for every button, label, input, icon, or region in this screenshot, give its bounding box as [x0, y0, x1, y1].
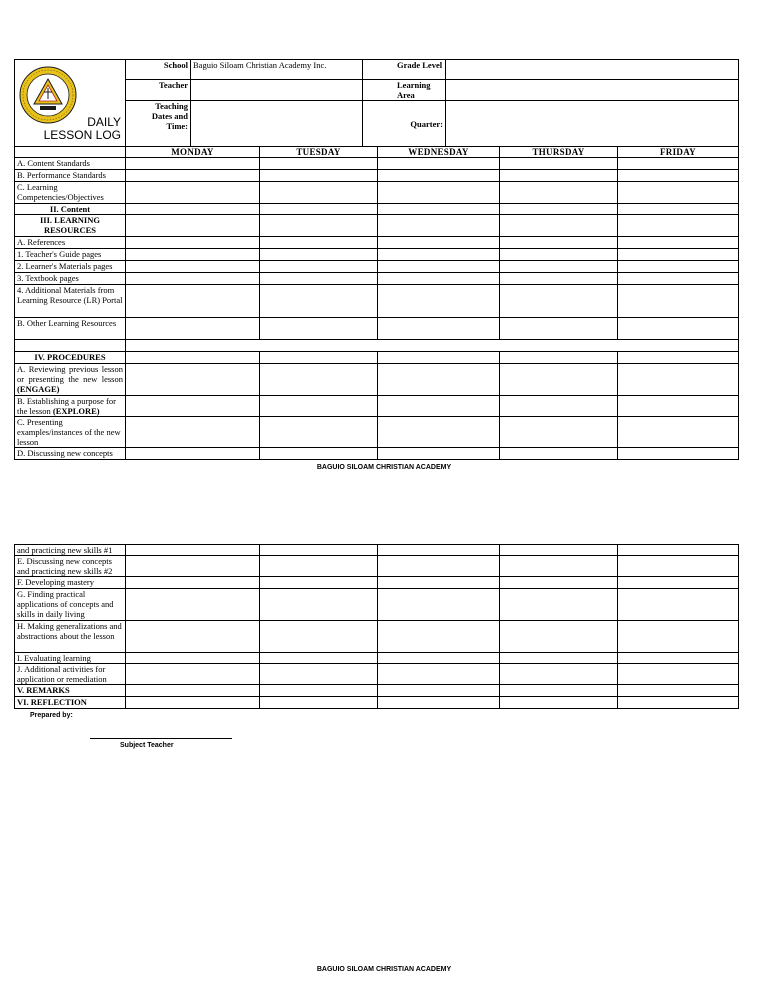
- cell-monday[interactable]: [126, 261, 260, 273]
- row-label: VI. REFLECTION: [15, 697, 126, 709]
- cell-wednesday[interactable]: [378, 396, 500, 417]
- cell-monday[interactable]: [126, 237, 260, 249]
- row-label: 2. Learner's Materials pages: [15, 261, 126, 273]
- cell-wednesday[interactable]: [378, 170, 500, 182]
- cell-tuesday[interactable]: [260, 545, 378, 556]
- cell-wednesday[interactable]: [378, 204, 500, 215]
- cell-friday[interactable]: [618, 352, 739, 364]
- cell-monday[interactable]: [126, 448, 260, 460]
- cell-monday[interactable]: [126, 318, 260, 340]
- prepared-by-label: Prepared by:: [30, 712, 73, 719]
- day-header-wednesday: WEDNESDAY: [378, 147, 500, 158]
- cell-wednesday[interactable]: [378, 697, 500, 709]
- cell-monday[interactable]: [126, 352, 260, 364]
- cell-tuesday[interactable]: [260, 182, 378, 204]
- table-row: [15, 170, 739, 182]
- cell-tuesday[interactable]: [260, 664, 378, 685]
- cell-wednesday[interactable]: [378, 261, 500, 273]
- table-row: [15, 448, 739, 460]
- row-label: E. Discussing new concepts and practicing new skills #2: [15, 556, 126, 577]
- cell-monday[interactable]: [126, 556, 260, 577]
- table-row: [15, 545, 739, 556]
- lesson-log-table-page1: [14, 146, 739, 460]
- cell-tuesday[interactable]: [260, 417, 378, 448]
- cell-thursday[interactable]: [500, 653, 618, 664]
- cell-friday[interactable]: [618, 285, 739, 318]
- table-row: [15, 685, 739, 697]
- cell-wednesday[interactable]: [378, 577, 500, 589]
- row-label: C. Learning Competencies/Objectives: [15, 182, 126, 204]
- row-label: II. Content: [15, 204, 126, 215]
- cell-friday[interactable]: [618, 215, 739, 237]
- cell-friday[interactable]: [618, 417, 739, 448]
- cell-wednesday[interactable]: [378, 215, 500, 237]
- cell-wednesday[interactable]: [378, 685, 500, 697]
- cell-monday[interactable]: [126, 589, 260, 621]
- cell-wednesday[interactable]: [378, 249, 500, 261]
- row-label: [15, 340, 126, 352]
- cell-monday[interactable]: [126, 545, 260, 556]
- cell-wednesday[interactable]: [378, 182, 500, 204]
- cell-monday[interactable]: [126, 158, 260, 170]
- table-row: [15, 653, 739, 664]
- cell-monday[interactable]: [126, 215, 260, 237]
- cell-monday[interactable]: [126, 577, 260, 589]
- cell-wednesday[interactable]: [378, 621, 500, 653]
- grade-level-value[interactable]: [446, 60, 739, 80]
- row-label: 3. Textbook pages: [15, 273, 126, 285]
- row-label: B. Establishing a purpose for the lesson (EXPLORE): [15, 396, 126, 417]
- day-header-friday: FRIDAY: [618, 147, 739, 158]
- table-row: [15, 364, 739, 396]
- table-row: [15, 417, 739, 448]
- row-label: G. Finding practical applications of concepts and skills in daily living: [15, 589, 126, 621]
- table-row: [15, 621, 739, 653]
- table-row: [15, 556, 739, 577]
- table-row: [15, 352, 739, 364]
- cell-friday[interactable]: [618, 249, 739, 261]
- cell-wednesday[interactable]: [378, 352, 500, 364]
- lesson-log-table-page2: [14, 544, 739, 709]
- cell-friday[interactable]: [618, 396, 739, 417]
- cell-wednesday[interactable]: [378, 237, 500, 249]
- cell-friday[interactable]: [618, 589, 739, 621]
- cell-thursday[interactable]: [500, 249, 618, 261]
- cell-tuesday[interactable]: [260, 273, 378, 285]
- cell-friday[interactable]: [618, 237, 739, 249]
- cell-tuesday[interactable]: [260, 318, 378, 340]
- subject-teacher-label: Subject Teacher: [120, 742, 174, 749]
- cell-friday[interactable]: [618, 273, 739, 285]
- row-label: I. Evaluating learning: [15, 653, 126, 664]
- cell-tuesday[interactable]: [260, 697, 378, 709]
- cell-wednesday[interactable]: [378, 158, 500, 170]
- logo-title-cell: [15, 60, 126, 147]
- row-label: F. Developing mastery: [15, 577, 126, 589]
- teacher-value[interactable]: [191, 80, 363, 101]
- cell-monday[interactable]: [126, 273, 260, 285]
- cell-thursday[interactable]: [500, 285, 618, 318]
- cell-thursday[interactable]: [500, 318, 618, 340]
- cell-wednesday[interactable]: [378, 589, 500, 621]
- cell-friday[interactable]: [618, 621, 739, 653]
- cell-thursday[interactable]: [500, 417, 618, 448]
- cell-tuesday[interactable]: [260, 685, 378, 697]
- cell-tuesday[interactable]: [260, 204, 378, 215]
- day-header-monday: MONDAY: [126, 147, 260, 158]
- row-label: C. Presenting examples/instances of the new lesson: [15, 417, 126, 448]
- cell-tuesday[interactable]: [260, 653, 378, 664]
- table-row: [15, 285, 739, 318]
- cell-friday[interactable]: [618, 545, 739, 556]
- table-row: [15, 340, 739, 352]
- table-row: [15, 158, 739, 170]
- cell-monday[interactable]: [126, 182, 260, 204]
- day-header-blank: [15, 147, 126, 158]
- table-row: [15, 589, 739, 621]
- cell-thursday[interactable]: [500, 697, 618, 709]
- cell-friday[interactable]: [618, 261, 739, 273]
- table-row: [15, 697, 739, 709]
- cell-thursday[interactable]: [500, 273, 618, 285]
- row-label: A. Content Standards: [15, 158, 126, 170]
- cell-thursday[interactable]: [500, 448, 618, 460]
- cell-thursday[interactable]: [500, 215, 618, 237]
- row-label: IV. PROCEDURES: [15, 352, 126, 364]
- teaching-dates-value[interactable]: [191, 101, 363, 147]
- cell-wednesday[interactable]: [378, 364, 500, 396]
- teacher-label: Teacher: [126, 80, 191, 101]
- quarter-value[interactable]: [446, 101, 739, 147]
- merged-cell[interactable]: [126, 340, 739, 352]
- row-label: A. Reviewing previous lesson or presenting the new lesson (ENGAGE): [15, 364, 126, 396]
- cell-tuesday[interactable]: [260, 448, 378, 460]
- cell-friday[interactable]: [618, 653, 739, 664]
- cell-monday[interactable]: [126, 697, 260, 709]
- cell-tuesday[interactable]: [260, 237, 378, 249]
- document-title: DAILY LESSON LOG: [43, 115, 121, 142]
- school-value[interactable]: Baguio Siloam Christian Academy Inc.: [191, 60, 363, 80]
- cell-monday[interactable]: [126, 285, 260, 318]
- cell-thursday[interactable]: [500, 261, 618, 273]
- cell-friday[interactable]: [618, 685, 739, 697]
- cell-monday[interactable]: [126, 204, 260, 215]
- table-row: [15, 318, 739, 340]
- table-row: [15, 273, 739, 285]
- cell-monday[interactable]: [126, 170, 260, 182]
- table-row: [15, 215, 739, 237]
- cell-thursday[interactable]: [500, 545, 618, 556]
- row-label: B. Other Learning Resources: [15, 318, 126, 340]
- cell-tuesday[interactable]: [260, 170, 378, 182]
- cell-thursday[interactable]: [500, 396, 618, 417]
- signature-line: [90, 738, 232, 739]
- day-header-tuesday: TUESDAY: [260, 147, 378, 158]
- cell-tuesday[interactable]: [260, 589, 378, 621]
- cell-thursday[interactable]: [500, 158, 618, 170]
- cell-tuesday[interactable]: [260, 158, 378, 170]
- cell-thursday[interactable]: [500, 237, 618, 249]
- cell-thursday[interactable]: [500, 664, 618, 685]
- cell-thursday[interactable]: [500, 170, 618, 182]
- cell-wednesday[interactable]: [378, 273, 500, 285]
- table-row: [15, 261, 739, 273]
- table-row: [15, 577, 739, 589]
- cell-monday[interactable]: [126, 364, 260, 396]
- cell-wednesday[interactable]: [378, 417, 500, 448]
- table-row: [15, 182, 739, 204]
- cell-friday[interactable]: [618, 697, 739, 709]
- cell-wednesday[interactable]: [378, 556, 500, 577]
- cell-friday[interactable]: [618, 556, 739, 577]
- cell-wednesday[interactable]: [378, 448, 500, 460]
- cell-friday[interactable]: [618, 364, 739, 396]
- cell-friday[interactable]: [618, 448, 739, 460]
- cell-friday[interactable]: [618, 158, 739, 170]
- cell-tuesday[interactable]: [260, 215, 378, 237]
- header-table: [14, 59, 739, 147]
- cell-wednesday[interactable]: [378, 318, 500, 340]
- row-label: III. LEARNING RESOURCES: [15, 215, 126, 237]
- table-row: [15, 396, 739, 417]
- cell-friday[interactable]: [618, 577, 739, 589]
- row-label: and practicing new skills #1: [15, 545, 126, 556]
- cell-tuesday[interactable]: [260, 261, 378, 273]
- learning-area-label: Learning Area: [363, 80, 446, 101]
- table-row: [15, 664, 739, 685]
- learning-area-value[interactable]: [446, 80, 739, 101]
- cell-wednesday[interactable]: [378, 545, 500, 556]
- grade-level-label: Grade Level: [363, 60, 446, 80]
- cell-monday[interactable]: [126, 621, 260, 653]
- cell-tuesday[interactable]: [260, 364, 378, 396]
- table-row: [15, 204, 739, 215]
- row-label: H. Making generalizations and abstractions about the lesson: [15, 621, 126, 653]
- page-footer: BAGUIO SILOAM CHRISTIAN ACADEMY: [316, 464, 452, 471]
- cell-thursday[interactable]: [500, 621, 618, 653]
- cell-thursday[interactable]: [500, 364, 618, 396]
- table-row: [15, 237, 739, 249]
- table-row: [15, 249, 739, 261]
- cell-tuesday[interactable]: [260, 577, 378, 589]
- cell-tuesday[interactable]: [260, 396, 378, 417]
- cell-tuesday[interactable]: [260, 352, 378, 364]
- teaching-dates-label: Teaching Dates and Time:: [126, 101, 191, 147]
- row-label: 1. Teacher's Guide pages: [15, 249, 126, 261]
- cell-monday[interactable]: [126, 653, 260, 664]
- cell-monday[interactable]: [126, 249, 260, 261]
- row-label: 4. Additional Materials from Learning Resource (LR) Portal: [15, 285, 126, 318]
- cell-friday[interactable]: [618, 170, 739, 182]
- row-label: D. Discussing new concepts: [15, 448, 126, 460]
- cell-thursday[interactable]: [500, 352, 618, 364]
- cell-thursday[interactable]: [500, 589, 618, 621]
- cell-wednesday[interactable]: [378, 653, 500, 664]
- cell-wednesday[interactable]: [378, 285, 500, 318]
- cell-friday[interactable]: [618, 182, 739, 204]
- row-label: B. Performance Standards: [15, 170, 126, 182]
- cell-thursday[interactable]: [500, 577, 618, 589]
- cell-monday[interactable]: [126, 396, 260, 417]
- cell-wednesday[interactable]: [378, 664, 500, 685]
- cell-monday[interactable]: [126, 664, 260, 685]
- cell-thursday[interactable]: [500, 685, 618, 697]
- cell-tuesday[interactable]: [260, 556, 378, 577]
- cell-tuesday[interactable]: [260, 285, 378, 318]
- cell-monday[interactable]: [126, 685, 260, 697]
- quarter-label: Quarter:: [363, 101, 446, 147]
- cell-friday[interactable]: [618, 318, 739, 340]
- school-label: School: [126, 60, 191, 80]
- cell-thursday[interactable]: [500, 556, 618, 577]
- row-label: A. References: [15, 237, 126, 249]
- cell-monday[interactable]: [126, 417, 260, 448]
- row-label: V. REMARKS: [15, 685, 126, 697]
- day-header-row: [15, 147, 739, 158]
- cell-friday[interactable]: [618, 204, 739, 215]
- day-header-thursday: THURSDAY: [500, 147, 618, 158]
- cell-tuesday[interactable]: [260, 621, 378, 653]
- cell-thursday[interactable]: [500, 204, 618, 215]
- page-footer-2: BAGUIO SILOAM CHRISTIAN ACADEMY: [316, 966, 452, 973]
- cell-friday[interactable]: [618, 664, 739, 685]
- cell-tuesday[interactable]: [260, 249, 378, 261]
- row-label: J. Additional activities for application or remediation: [15, 664, 126, 685]
- cell-thursday[interactable]: [500, 182, 618, 204]
